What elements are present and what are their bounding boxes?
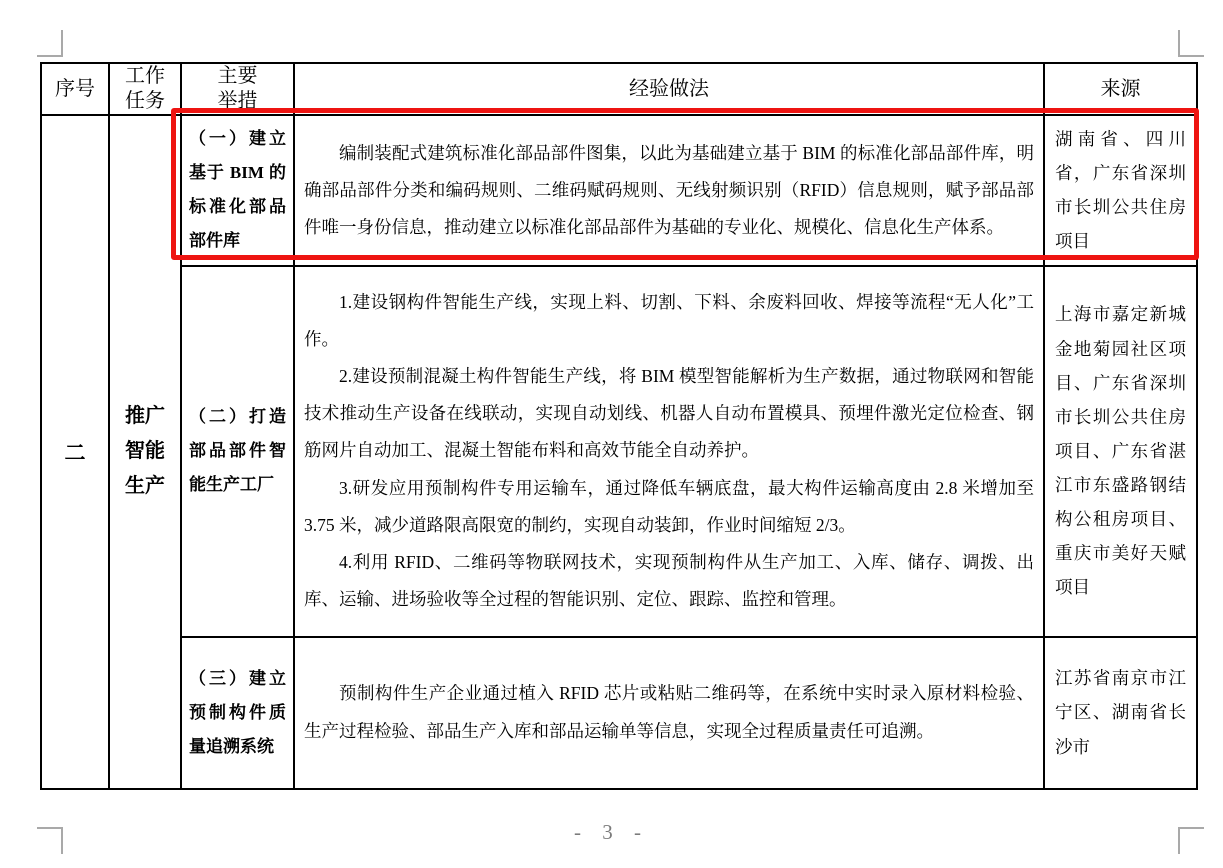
source-cell-3: 江苏省南京市江宁区、湖南省长沙市	[1044, 637, 1197, 789]
practice-paragraph: 2.建设预制混凝土构件智能生产线，将 BIM 模型智能解析为生产数据，通过物联网和智能技术推动生产设备在线联动，实现自动划线、机器人自动布置模具、预埋件激光定位检查、钢筋网片自动加工、混凝土智能布料和高效节能全自动养护。	[304, 366, 1034, 461]
measure-cell-2: （二）打造部品部件智能生产工厂	[181, 266, 294, 637]
measure-cell-3: （三）建立预制构件质量追溯系统	[181, 637, 294, 789]
crop-mark-top-right	[1178, 30, 1204, 57]
header-task: 工作任务	[109, 63, 181, 115]
table-row-1	[41, 115, 1197, 266]
source-cell-2: 上海市嘉定新城金地菊园社区项目、广东省深圳市长圳公共住房项目、广东省湛江市东盛路钢结构公租房项目、重庆市美好天赋项目	[1044, 266, 1197, 637]
measure-cell-1: （一）建立基于 BIM 的标准化部品部件库	[181, 115, 294, 266]
practice-paragraph: 3.研发应用预制构件专用运输车，通过降低车辆底盘，最大构件运输高度由 2.8 米增加至 3.75 米，减少道路限高限宽的制约，实现自动装卸，作业时间缩短 2/3。	[304, 477, 1034, 535]
header-source: 来源	[1044, 63, 1197, 115]
practice-cell-1	[294, 115, 1044, 266]
practice-paragraph: 编制装配式建筑标准化部品部件图集，以此为基础建立基于 BIM 的标准化部品部件库，明确部品部件分类和编码规则、二维码赋码规则、无线射频识别（RFID）信息规则，赋予部品部件唯一身份信息，推动建立以标准化部品部件为基础的专业化、规模化、信息化生产体系。	[304, 142, 1034, 237]
header-measure: 主要举措	[181, 63, 294, 115]
page-number: - 3 -	[574, 820, 649, 844]
practice-cell-2	[294, 266, 1044, 637]
header-row	[41, 63, 1197, 115]
crop-mark-top-left	[37, 30, 63, 57]
source-cell-1: 湖南省、四川省，广东省深圳市长圳公共住房项目	[1044, 115, 1197, 266]
table-row-2	[41, 266, 1197, 637]
header-serial: 序号	[41, 63, 109, 115]
serial-cell: 二	[41, 115, 109, 789]
practice-paragraph: 预制构件生产企业通过植入 RFID 芯片或粘贴二维码等，在系统中实时录入原材料检验、生产过程检验、部品生产入库和部品运输单等信息，实现全过程质量责任可追溯。	[304, 683, 1034, 741]
task-cell: 推广智能生产	[109, 115, 181, 789]
header-practice: 经验做法	[294, 63, 1044, 115]
table-row-3	[41, 637, 1197, 789]
practice-cell-3	[294, 637, 1044, 789]
practice-paragraph: 1.建设钢构件智能生产线，实现上料、切割、下料、余废料回收、焊接等流程“无人化”工作。	[304, 292, 1034, 350]
experience-practices-table	[40, 62, 1198, 790]
practice-paragraph: 4.利用 RFID、二维码等物联网技术，实现预制构件从生产加工、入库、储存、调拨、出库、运输、进场验收等全过程的智能识别、定位、跟踪、监控和管理。	[304, 551, 1034, 609]
